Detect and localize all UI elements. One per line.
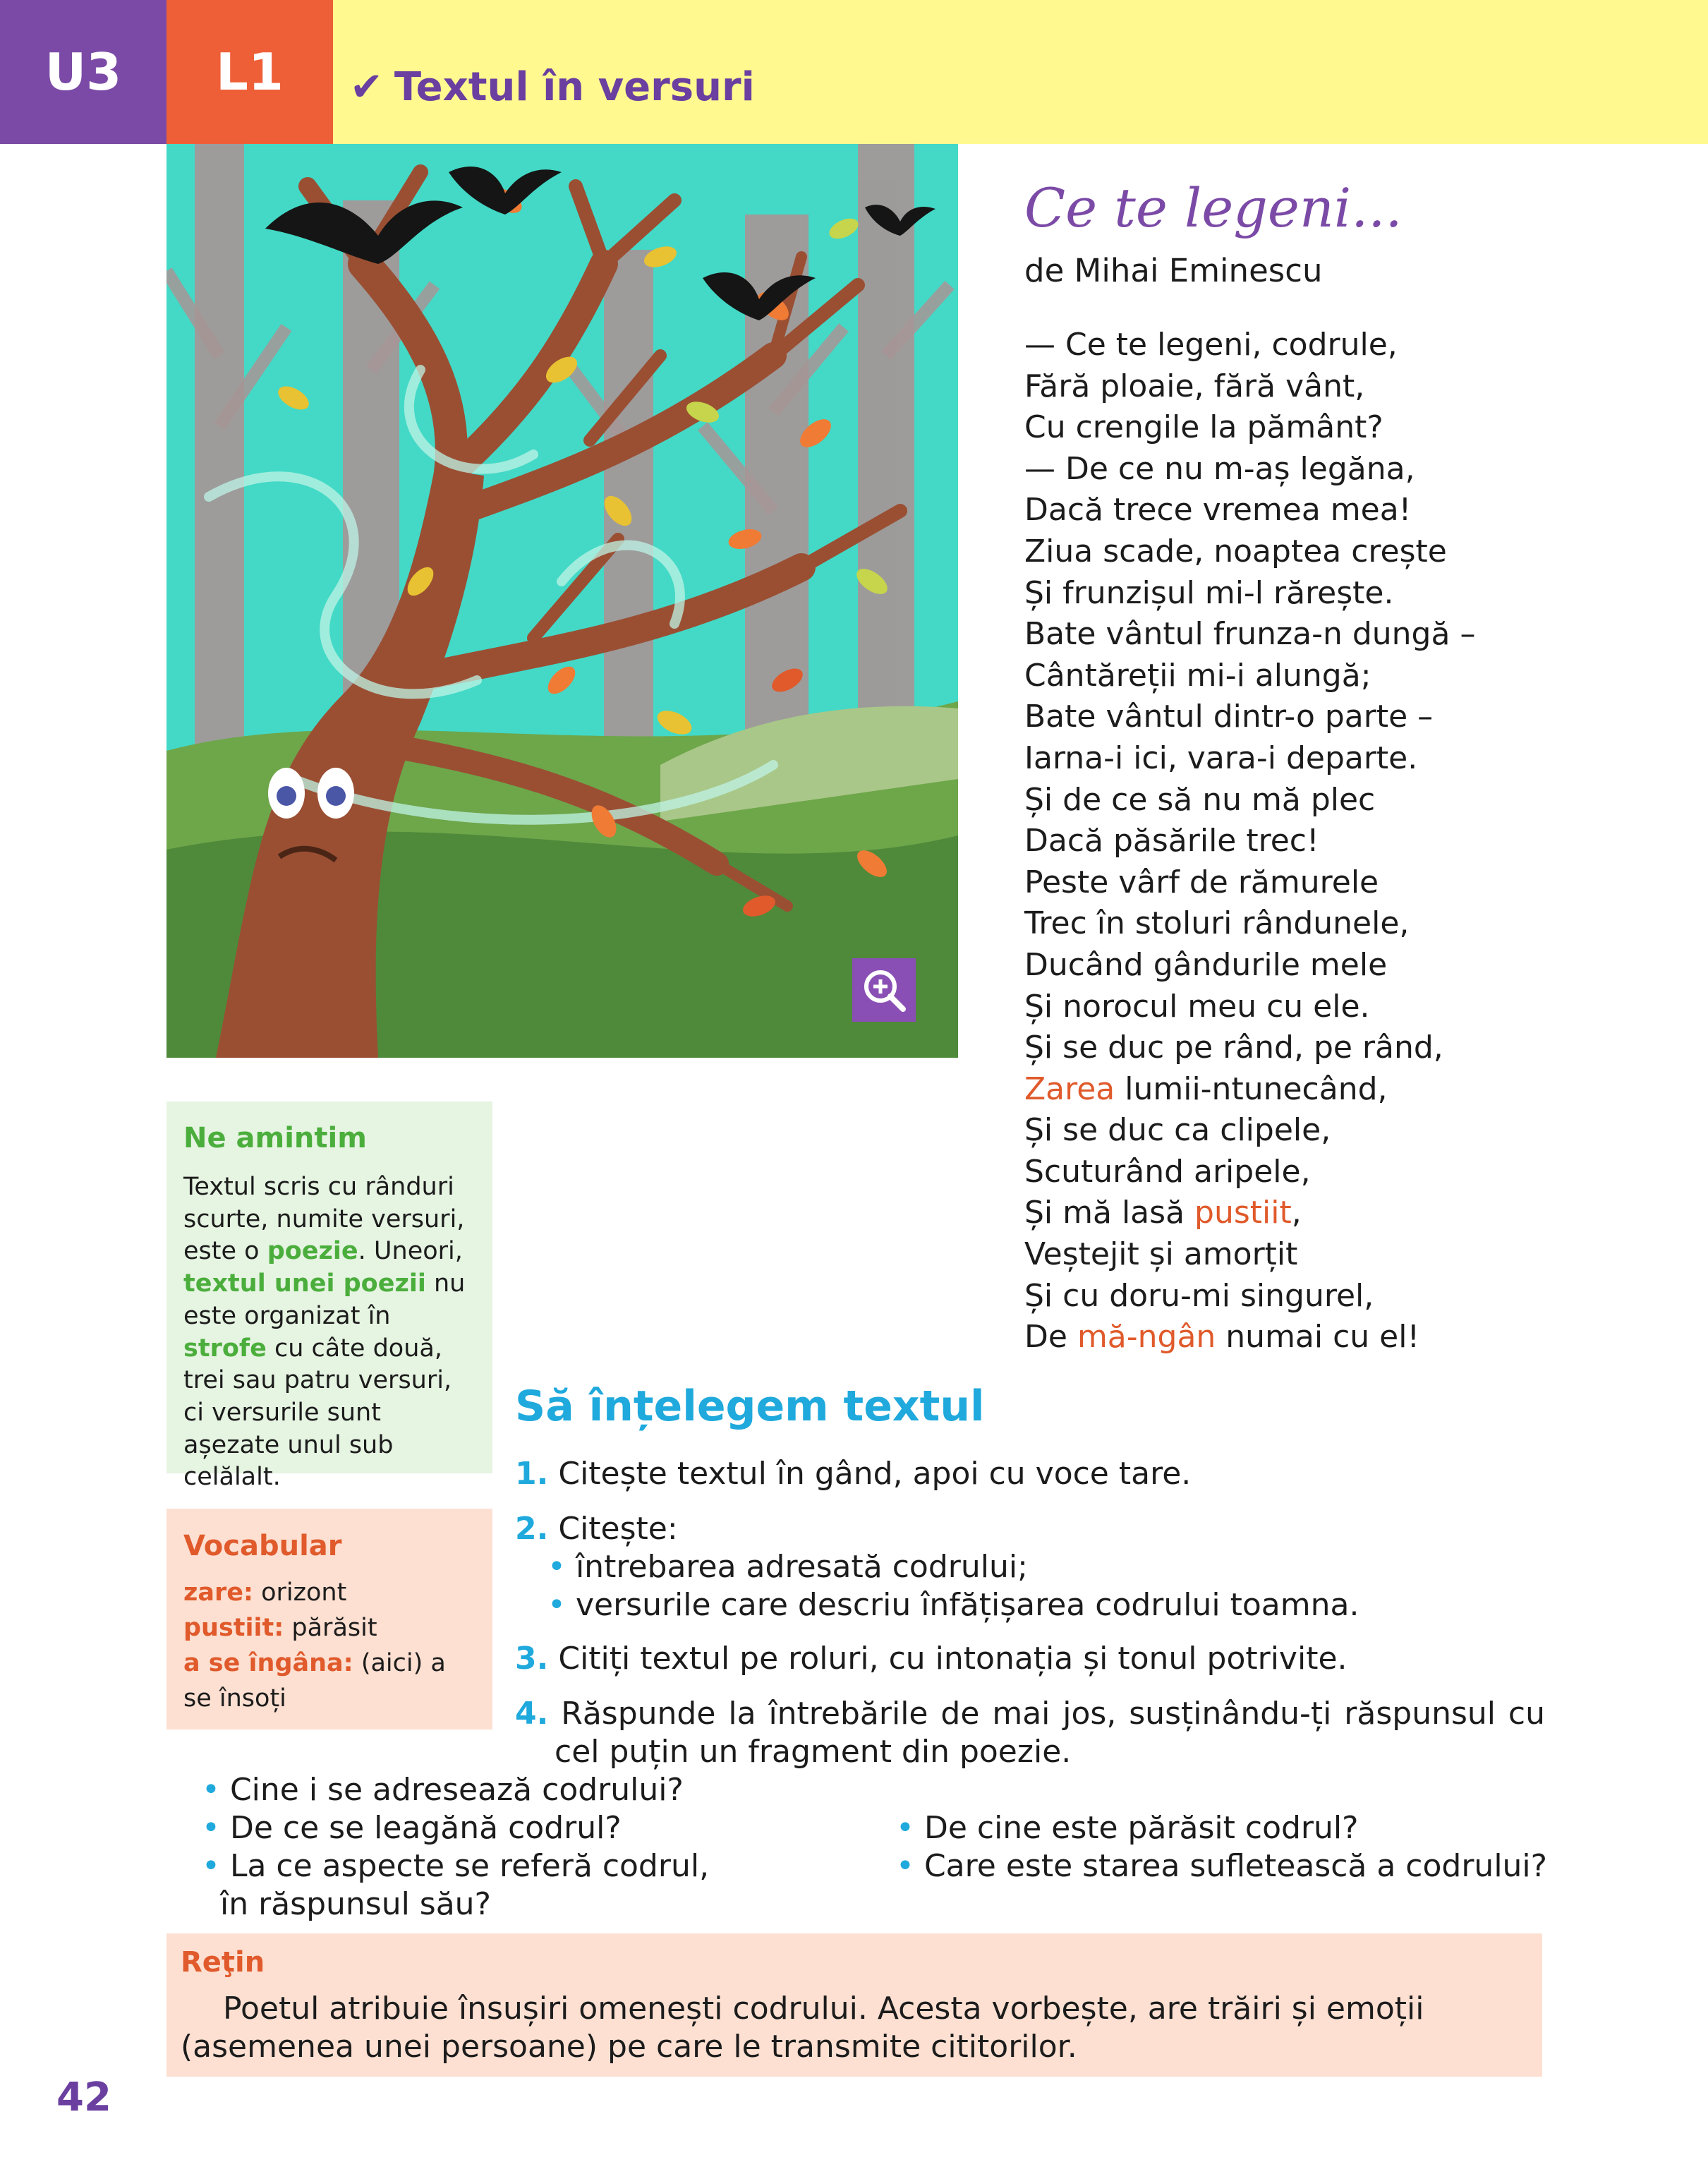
retain-text <box>181 1990 1535 2066</box>
keyword: strofe <box>183 1334 267 1363</box>
question-2-item <box>547 1548 1028 1586</box>
poem-line <box>1024 1193 1659 1234</box>
question-text: Citește: <box>558 1511 678 1547</box>
sub-question <box>202 1809 622 1847</box>
poem-line: Dacă păsările trec! <box>1024 823 1319 859</box>
bullet: • <box>202 1772 220 1808</box>
poem-line: Iarna-i ici, vara-i departe. <box>1024 740 1418 776</box>
poem-line-post: numai cu el! <box>1216 1319 1420 1356</box>
poem-line: Dacă trece vremea mea! <box>1024 492 1412 529</box>
poem-line: Peste vârf de rămurele <box>1024 864 1379 900</box>
sub-question-text: De ce se leagănă codrul? <box>229 1810 622 1846</box>
item-text: întrebarea adresată codrului; <box>575 1549 1028 1585</box>
vocabulary-item <box>183 1646 480 1716</box>
bullet: • <box>202 1848 220 1884</box>
question-number: 4. <box>515 1696 549 1732</box>
question-3 <box>515 1640 1347 1678</box>
keyword: textul unei poezii <box>183 1269 426 1298</box>
poem-line: Și se duc pe rând, pe rând, <box>1024 1030 1443 1066</box>
bullet: • <box>202 1810 220 1846</box>
poem-line: Și frunzișul mi-l rărește. <box>1024 574 1394 611</box>
bullet: • <box>547 1587 566 1623</box>
remember-text <box>183 1171 480 1494</box>
poem-line: Și de ce să nu mă plec <box>1024 781 1376 818</box>
question-2 <box>515 1510 678 1548</box>
poem-title: Ce te legeni... <box>1024 176 1403 239</box>
poem-line: Ziua scade, noaptea crește <box>1024 533 1447 569</box>
remember-text-part: cu câte două, trei sau patru versuri, ci versurile sunt așezate unul sub celălalt. <box>183 1334 452 1492</box>
poem-line: — Ce te legeni, codrule, <box>1024 327 1398 363</box>
poem-author: de Mihai Eminescu <box>1024 252 1323 289</box>
poem-line-pre: Și mă lasă <box>1024 1195 1195 1231</box>
sub-question <box>202 1771 684 1809</box>
vocabulary-definition: părăsit <box>284 1614 377 1642</box>
question-2-item <box>547 1586 1359 1624</box>
poem-line-pre: De <box>1024 1319 1077 1356</box>
lesson-badge: L1 <box>166 0 333 144</box>
highlight-word: pustiit <box>1194 1195 1292 1231</box>
poem-line: Și cu doru-mi singurel, <box>1024 1277 1374 1314</box>
question-number: 2. <box>515 1511 549 1547</box>
retain-text-body: Poetul atribuie însușiri omenești codrului. Acesta vorbește, are trăiri și emoții (asemenea unei persoane) pe care le transmite cititorilor. <box>181 1991 1424 2065</box>
remember-heading: Ne amintim <box>183 1122 367 1154</box>
poem-line: Ducând gândurile mele <box>1024 946 1388 983</box>
zoom-button[interactable] <box>852 958 916 1022</box>
sub-question-text: La ce aspecte se referă codrul, <box>229 1848 710 1884</box>
poem-text <box>1024 325 1659 1358</box>
poem-line: Trec în stoluri rândunele, <box>1024 905 1410 942</box>
item-text: versurile care descriu înfățișarea codrului toamna. <box>575 1587 1359 1623</box>
highlight-word: Zarea <box>1024 1070 1115 1107</box>
vocabulary-term: pustiit: <box>183 1614 284 1642</box>
sub-question-text: Care este starea sufletească a codrului? <box>923 1848 1548 1884</box>
sub-question <box>896 1809 1358 1847</box>
question-4 <box>515 1695 1545 1771</box>
poem-line: Cu crengile la pământ? <box>1024 409 1383 446</box>
bullet: • <box>896 1810 914 1846</box>
lesson-title <box>350 55 755 119</box>
poem-line: Fără ploaie, fără vânt, <box>1024 368 1365 404</box>
sub-question-text: Cine i se adresează codrului? <box>229 1772 684 1808</box>
poem-line: Scuturând aripele, <box>1024 1153 1311 1190</box>
vocabulary-heading: Vocabular <box>183 1530 342 1562</box>
question-text: Citiți textul pe roluri, cu intonația și tonul potrivite. <box>558 1641 1347 1677</box>
poem-line: — De ce nu m-aș legăna, <box>1024 450 1415 487</box>
check-icon: ✔ <box>350 64 383 110</box>
sub-question-continued: în răspunsul său? <box>220 1886 491 1922</box>
question-number: 3. <box>515 1641 549 1677</box>
keyword: poezie <box>267 1237 358 1266</box>
question-number: 1. <box>515 1456 549 1492</box>
highlight-word: mă-ngân <box>1077 1319 1216 1356</box>
bullet: • <box>547 1549 566 1585</box>
vocabulary-definition: (aici) a se însoți <box>183 1649 446 1713</box>
poem-line-rest: lumii-ntunecând, <box>1115 1070 1388 1107</box>
vocabulary-term: zare: <box>183 1579 253 1607</box>
poem-line: Cântăreții mi-i alungă; <box>1024 657 1371 694</box>
remember-text-part: . Uneori, <box>358 1237 463 1266</box>
poem-line: Bate vântul dintr-o parte – <box>1024 699 1434 735</box>
poem-line: Și norocul meu cu ele. <box>1024 988 1370 1025</box>
vocabulary-definition: orizont <box>253 1579 347 1607</box>
remember-text-part: Textul scris cu rânduri scurte, numite versuri, este o <box>183 1173 465 1266</box>
poem-line-post: , <box>1291 1195 1302 1231</box>
zoom-in-icon <box>859 965 909 1015</box>
sub-question <box>202 1847 709 1885</box>
remember-text-part: nu este organizat în <box>183 1269 466 1330</box>
poem-line <box>1024 1317 1659 1358</box>
tree-illustration <box>166 144 958 1058</box>
poem-line: Bate vântul frunza-n dungă – <box>1024 616 1476 653</box>
question-text: Răspunde la întrebările de mai jos, susținându-ți răspunsul cu cel puțin un fragment din poezie. <box>555 1696 1545 1770</box>
vocabulary-item <box>183 1610 480 1646</box>
retain-heading: Reţin <box>181 1946 265 1979</box>
question-1 <box>515 1455 1191 1493</box>
section-heading: Să înțelegem textul <box>515 1382 985 1431</box>
bullet: • <box>896 1848 914 1884</box>
sub-question-text: De cine este părăsit codrul? <box>923 1810 1359 1846</box>
poem-line: Și se duc ca clipele, <box>1024 1112 1331 1149</box>
unit-badge: U3 <box>0 0 166 144</box>
vocabulary-term: a se îngâna: <box>183 1649 353 1677</box>
vocabulary-item <box>183 1575 480 1610</box>
question-text: Citește textul în gând, apoi cu voce tare. <box>558 1456 1192 1492</box>
poem-line <box>1024 1069 1659 1111</box>
poem-line: Veștejit și amorțit <box>1024 1236 1298 1273</box>
sub-question <box>896 1847 1547 1885</box>
vocabulary-list <box>183 1575 480 1716</box>
lesson-title-text: Textul în versuri <box>394 64 755 110</box>
page-number: 42 <box>56 2075 111 2120</box>
